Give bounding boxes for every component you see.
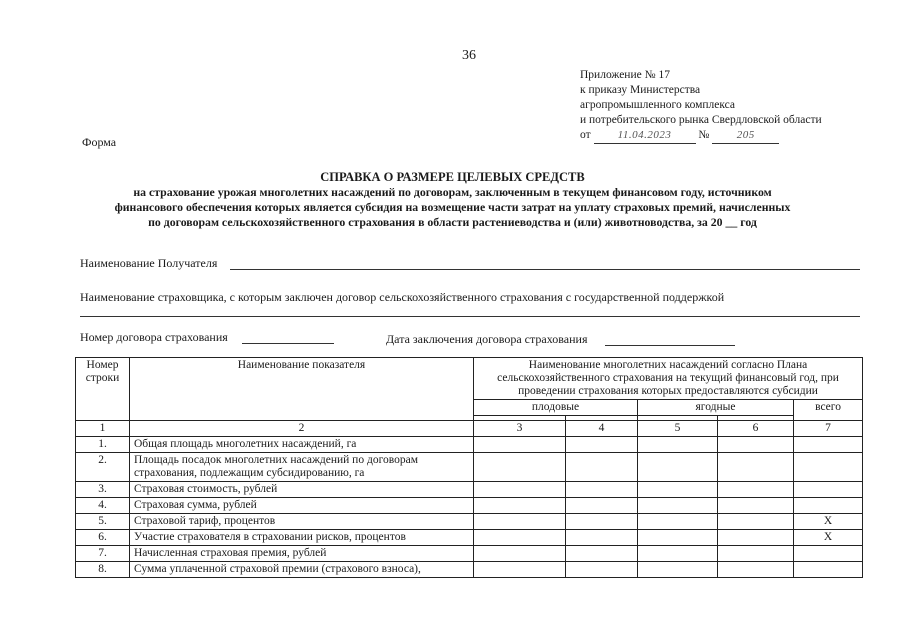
- appendix-number-prefix: №: [698, 129, 710, 141]
- appendix-number-handwritten: 205: [712, 128, 779, 144]
- row-label: Начисленная страховая премия, рублей: [130, 546, 474, 562]
- cell[interactable]: [474, 437, 566, 453]
- cell[interactable]: [566, 546, 638, 562]
- table-row: [76, 453, 863, 482]
- header-indicator-name: Наименование показателя: [130, 358, 474, 421]
- cell[interactable]: [566, 562, 638, 578]
- cell-total[interactable]: [794, 546, 863, 562]
- row-label: Площадь посадок многолетних насаждений по договорам страхования, подлежащим субсидированию, га: [130, 453, 474, 482]
- form-label: Форма: [82, 135, 117, 149]
- insurer-label: Наименование страховщика, с которым заключен договор сельскохозяйственного страхования с государственной поддержкой: [80, 290, 725, 304]
- col-number: 7: [794, 421, 863, 437]
- table-row: [76, 530, 863, 546]
- cell-total[interactable]: Х: [794, 514, 863, 530]
- cell[interactable]: [566, 482, 638, 498]
- col-number: 1: [76, 421, 130, 437]
- row-number: 8.: [76, 562, 130, 578]
- row-number: 1.: [76, 437, 130, 453]
- col-number: 3: [474, 421, 566, 437]
- cell[interactable]: [718, 546, 794, 562]
- appendix-line-1: Приложение № 17: [580, 69, 670, 81]
- cell-total[interactable]: [794, 498, 863, 514]
- row-label: Страховой тариф, процентов: [130, 514, 474, 530]
- row-number: 5.: [76, 514, 130, 530]
- table-row: [76, 482, 863, 498]
- cell[interactable]: [474, 482, 566, 498]
- cell[interactable]: [638, 437, 718, 453]
- cell-total[interactable]: [794, 453, 863, 482]
- header-row-number: Номер строки: [76, 358, 130, 421]
- table-row: [76, 498, 863, 514]
- appendix-block: [580, 68, 822, 144]
- table-row: [76, 514, 863, 530]
- appendix-date-prefix: от: [580, 129, 591, 141]
- appendix-date-handwritten: 11.04.2023: [594, 128, 696, 144]
- cell-total[interactable]: [794, 562, 863, 578]
- row-number: 7.: [76, 546, 130, 562]
- cell[interactable]: [638, 562, 718, 578]
- row-label: Участие страхователя в страховании рисков, процентов: [130, 530, 474, 546]
- cell[interactable]: [474, 562, 566, 578]
- title-main: СПРАВКА О РАЗМЕРЕ ЦЕЛЕВЫХ СРЕДСТВ: [320, 170, 585, 184]
- cell[interactable]: [638, 530, 718, 546]
- row-number: 4.: [76, 498, 130, 514]
- page-number: 36: [462, 48, 476, 63]
- cell[interactable]: [474, 498, 566, 514]
- appendix-date-line: [580, 128, 822, 144]
- appendix-line-2: к приказу Министерства: [580, 84, 701, 96]
- table-header-row-1: [76, 358, 863, 400]
- title-line-2: на страхование урожая многолетних насаждений по договорам, заключенным в текущем финансовом году, источником: [133, 185, 772, 199]
- cell[interactable]: [718, 530, 794, 546]
- contract-date-input-line[interactable]: [605, 345, 735, 346]
- cell-total[interactable]: [794, 482, 863, 498]
- cell[interactable]: [474, 514, 566, 530]
- cell[interactable]: [718, 437, 794, 453]
- column-numbers-row: [76, 421, 863, 437]
- cell[interactable]: [566, 530, 638, 546]
- row-number: 3.: [76, 482, 130, 498]
- table-row: [76, 562, 863, 578]
- row-number: 2.: [76, 453, 130, 482]
- insurer-input-line[interactable]: [80, 316, 860, 317]
- appendix-line-4: и потребительского рынка Свердловской области: [580, 114, 822, 126]
- contract-date-label: Дата заключения договора страхования: [386, 332, 588, 346]
- cell[interactable]: [718, 562, 794, 578]
- col-number: 6: [718, 421, 794, 437]
- col-number: 2: [130, 421, 474, 437]
- cell[interactable]: [566, 453, 638, 482]
- header-fruit: плодовые: [474, 400, 638, 416]
- table-row: [76, 546, 863, 562]
- cell[interactable]: [638, 546, 718, 562]
- header-total: всего: [794, 400, 863, 421]
- recipient-input-line[interactable]: [230, 269, 860, 270]
- cell[interactable]: [638, 482, 718, 498]
- row-number: 6.: [76, 530, 130, 546]
- contract-number-input-line[interactable]: [242, 343, 334, 344]
- cell[interactable]: [638, 498, 718, 514]
- cell[interactable]: [474, 453, 566, 482]
- cell-total[interactable]: Х: [794, 530, 863, 546]
- cell[interactable]: [566, 514, 638, 530]
- row-label: Общая площадь многолетних насаждений, га: [130, 437, 474, 453]
- recipient-label: Наименование Получателя: [80, 256, 218, 270]
- cell[interactable]: [718, 498, 794, 514]
- cell-total[interactable]: [794, 437, 863, 453]
- contract-number-label: Номер договора страхования: [80, 330, 228, 344]
- cell[interactable]: [474, 530, 566, 546]
- cell[interactable]: [474, 546, 566, 562]
- header-plants: Наименование многолетних насаждений согласно Плана сельскохозяйственного страхования на текущий финансовый год, при проведении страхования которых предоставляются субсидии: [474, 358, 863, 400]
- cell[interactable]: [718, 482, 794, 498]
- cell[interactable]: [638, 514, 718, 530]
- cell[interactable]: [566, 437, 638, 453]
- col-number: 5: [638, 421, 718, 437]
- row-label: Страховая сумма, рублей: [130, 498, 474, 514]
- table-row: [76, 437, 863, 453]
- col-number: 4: [566, 421, 638, 437]
- cell[interactable]: [718, 453, 794, 482]
- cell[interactable]: [638, 453, 718, 482]
- cell[interactable]: [718, 514, 794, 530]
- cell[interactable]: [566, 498, 638, 514]
- title-line-4: по договорам сельскохозяйственного страхования в области растениеводства и (или) животноводства, за 20 __ год: [148, 215, 757, 229]
- appendix-line-3: агропромышленного комплекса: [580, 99, 736, 111]
- document-title: [0, 170, 905, 230]
- title-line-3: финансового обеспечения которых является субсидия на возмещение части затрат на уплату страховых премий, начисленных: [114, 200, 791, 214]
- row-label: Страховая стоимость, рублей: [130, 482, 474, 498]
- row-label: Сумма уплаченной страховой премии (страхового взноса),: [130, 562, 474, 578]
- header-berry: ягодные: [638, 400, 794, 416]
- indicators-table: [75, 357, 863, 578]
